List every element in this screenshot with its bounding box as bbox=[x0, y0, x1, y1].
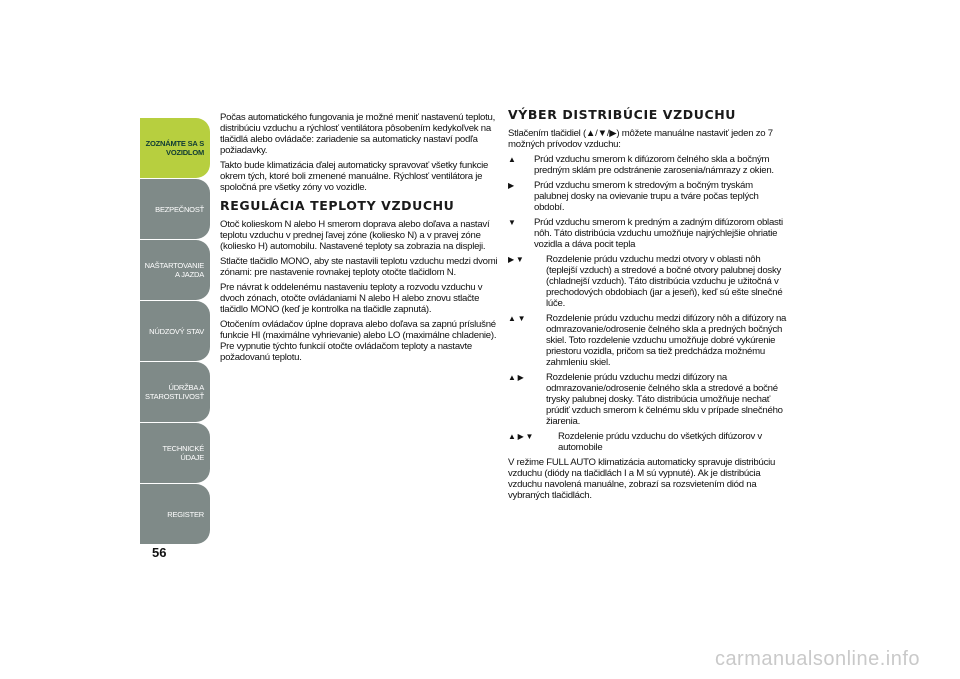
item-text: Prúd vzduchu smerom k stredovým a bočným tryskám palubnej dosky na ovievanie trupu a tváre počas teplých období. bbox=[534, 180, 759, 213]
item-text: Rozdelenie prúdu vzduchu medzi otvory v oblasti nôh (teplejší vzduch) a stredové a bočné otvory palubnej dosky (chladnejší vzduch). Táto distribúcia vzduchu je užitočná v prechodových obdobiach (jar a jeseň), keď sú ešte slnečné lúče. bbox=[546, 254, 783, 309]
tab-label: ÚDRŽBA A STAROSTLIVOSŤ bbox=[145, 383, 204, 401]
item-text: Rozdelenie prúdu vzduchu medzi difúzory nôh a difúzory na odmrazovanie/odrosenie čelného skla a predných bočných skiel. Toto rozdelenie vzduchu umožňuje dobré vykúrenie priestoru vozidla, pričom sa tiež predchádza možnému zahmleniu skiel. bbox=[546, 313, 787, 368]
intro-paragraph: Stlačením tlačidiel (▲/▼/▶) môžete manuálne nastaviť jeden zo 7 možných prívodov vzduchu: bbox=[508, 128, 773, 150]
arrow-up-right-down-icon: ▲ ▶ ▼ bbox=[508, 432, 534, 441]
item-text: Prúd vzduchu smerom k difúzorom čelného skla a bočným predným sklám pre odstránenie zarosenia/námrazy z okien. bbox=[534, 154, 774, 176]
item-text: Prúd vzduchu smerom k predným a zadným difúzorom oblasti nôh. Táto distribúcia vzduchu umožňuje najrýchlejšie ohriatie vozidla a dáva pocit tepla bbox=[534, 217, 783, 250]
section-heading-distribution: VÝBER DISTRIBÚCIE VZDUCHU bbox=[508, 107, 737, 122]
list-item bbox=[508, 154, 788, 176]
list-item bbox=[508, 372, 788, 427]
arrow-up-right-icon: ▲ ▶ bbox=[508, 373, 524, 382]
left-column bbox=[220, 112, 498, 367]
tab-technicke-udaje[interactable] bbox=[140, 423, 210, 483]
watermark: carmanualsonline.info bbox=[714, 648, 920, 670]
arrow-down-icon: ▼ bbox=[508, 218, 516, 227]
list-item bbox=[508, 180, 788, 213]
tab-bezpecnost[interactable] bbox=[140, 179, 210, 239]
tab-label: BEZPEČNOSŤ bbox=[155, 204, 204, 214]
tab-nudzovy-stav[interactable] bbox=[140, 301, 210, 361]
tab-label: ZOZNÁMTE SA S VOZIDLOM bbox=[145, 139, 204, 157]
arrow-right-icon: ▶ bbox=[508, 181, 514, 190]
item-text: Rozdelenie prúdu vzduchu do všetkých difúzorov v automobile bbox=[558, 431, 762, 453]
tab-label: REGISTER bbox=[167, 509, 204, 519]
list-item bbox=[508, 217, 788, 250]
page-number: 56 bbox=[152, 545, 167, 560]
list-item bbox=[508, 431, 788, 453]
tab-label: NAŠTARTOVANIE A JAZDA bbox=[144, 261, 204, 279]
closing-paragraph: V režime FULL AUTO klimatizácia automaticky spravuje distribúciu vzduchu (diódy na tlačidlách I a M sú vypnuté). Ak je distribúcia vzduchu navolená manuálne, zobrazí sa rozsvietením diód na vybraných tlačidlách. bbox=[508, 457, 776, 501]
item-text: Rozdelenie prúdu vzduchu medzi difúzory na odmrazovanie/odrosenie čelného skla a stredové a bočné trysky palubnej dosky. Táto distribúcia umožňuje nechať prúdiť vzduch smerom k čelnému sklu v prípade slnečného žiarenia. bbox=[546, 372, 783, 427]
list-item bbox=[508, 313, 788, 368]
list-item bbox=[508, 254, 788, 309]
arrow-right-down-icon: ▶ ▼ bbox=[508, 255, 524, 264]
section-heading-temperature: REGULÁCIA TEPLOTY VZDUCHU bbox=[220, 198, 455, 213]
tab-label: TECHNICKÉ ÚDAJE bbox=[162, 444, 204, 462]
paragraph: Počas automatického fungovania je možné meniť nastavenú teplotu, distribúciu vzduchu a rýchlosť ventilátora pôsobením kedykoľvek na tlačidlá alebo ovládače: zariadenie sa automaticky nastaví podľa požiadavky. bbox=[220, 112, 496, 156]
right-column bbox=[508, 108, 788, 505]
paragraph: Otoč kolieskom N alebo H smerom doprava alebo doľava a nastaví teplotu vzduchu v prednej ľavej zóne (koliesko N) a v pravej zóne (koliesko H) automobilu. Nastavené teploty sa zobrazia na displeji. bbox=[220, 219, 490, 252]
paragraph: Otočením ovládačov úplne doprava alebo doľava sa zapnú príslušné funkcie HI (maximálne vyhrievanie) alebo LO (maximálne chladenie). Pre vypnutie týchto funkcií otočte ovládačom teploty a nastavte požadovanú teplotu. bbox=[220, 319, 497, 363]
paragraph: Takto bude klimatizácia ďalej automaticky spravovať všetky funkcie okrem tých, ktoré boli zmenené manuálne. Rýchlosť ventilátora je spoločná pre všetky zóny vo vozidle. bbox=[220, 160, 489, 193]
tab-nastartovanie-a-jazda[interactable] bbox=[140, 240, 210, 300]
arrow-up-down-icon: ▲ ▼ bbox=[508, 314, 526, 323]
tab-zoznamte-sa-s-vozidlom[interactable] bbox=[140, 118, 210, 178]
tab-register[interactable] bbox=[140, 484, 210, 544]
paragraph: Pre návrat k oddelenému nastaveniu teploty a rozvodu vzduchu v dvoch zónach, otočte ovládaniami N alebo H alebo znovu stlačte tlačidlo MONO (keď je kontrolka na tlačidle zapnutá). bbox=[220, 282, 483, 315]
tab-udrzba-a-starostlivost[interactable] bbox=[140, 362, 210, 422]
paragraph: Stlačte tlačidlo MONO, aby ste nastavili teplotu vzduchu medzi dvomi zónami: pre nastavenie rovnakej teploty otočte tlačidlom N. bbox=[220, 256, 498, 278]
tab-label: NÚDZOVÝ STAV bbox=[149, 326, 204, 336]
arrow-up-icon: ▲ bbox=[508, 155, 516, 164]
